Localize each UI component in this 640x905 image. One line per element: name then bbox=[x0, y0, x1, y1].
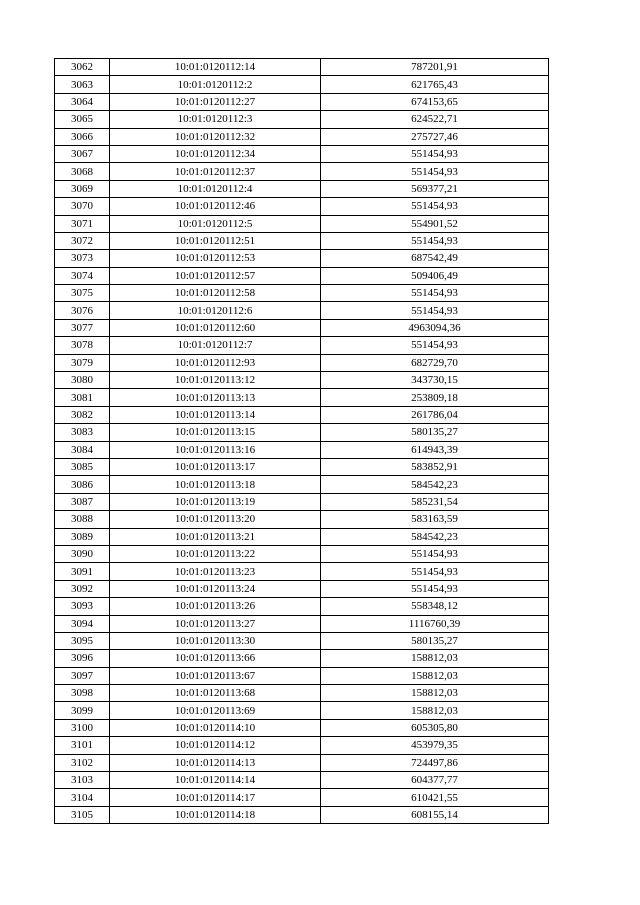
table-row bbox=[55, 250, 549, 267]
row-number-cell: 3086 bbox=[55, 476, 110, 493]
table-row bbox=[55, 389, 549, 406]
cadastral-number-cell: 10:01:0120113:19 bbox=[110, 493, 321, 510]
cadastral-number-cell: 10:01:0120113:13 bbox=[110, 389, 321, 406]
row-number-cell: 3063 bbox=[55, 76, 110, 93]
row-number-cell: 3075 bbox=[55, 285, 110, 302]
table-row bbox=[55, 545, 549, 562]
value-cell: 558348,12 bbox=[321, 598, 549, 615]
cadastral-number-cell: 10:01:0120113:12 bbox=[110, 372, 321, 389]
table-row bbox=[55, 598, 549, 615]
row-number-cell: 3068 bbox=[55, 163, 110, 180]
cadastral-number-cell: 10:01:0120112:60 bbox=[110, 319, 321, 336]
table-row bbox=[55, 215, 549, 232]
table-row bbox=[55, 528, 549, 545]
cadastral-number-cell: 10:01:0120112:58 bbox=[110, 285, 321, 302]
table-row bbox=[55, 632, 549, 649]
value-cell: 569377,21 bbox=[321, 180, 549, 197]
value-cell: 275727,46 bbox=[321, 128, 549, 145]
value-cell: 682729,70 bbox=[321, 354, 549, 371]
cadastral-number-cell: 10:01:0120113:20 bbox=[110, 511, 321, 528]
row-number-cell: 3091 bbox=[55, 563, 110, 580]
value-cell: 551454,93 bbox=[321, 285, 549, 302]
cadastral-number-cell: 10:01:0120113:18 bbox=[110, 476, 321, 493]
row-number-cell: 3072 bbox=[55, 232, 110, 249]
cadastral-number-cell: 10:01:0120113:14 bbox=[110, 406, 321, 423]
value-cell: 580135,27 bbox=[321, 424, 549, 441]
table-row bbox=[55, 59, 549, 76]
row-number-cell: 3105 bbox=[55, 806, 110, 823]
cadastral-number-cell: 10:01:0120112:53 bbox=[110, 250, 321, 267]
cadastral-number-cell: 10:01:0120112:37 bbox=[110, 163, 321, 180]
cadastral-number-cell: 10:01:0120114:10 bbox=[110, 719, 321, 736]
cadastral-number-cell: 10:01:0120114:18 bbox=[110, 806, 321, 823]
table-row bbox=[55, 458, 549, 475]
row-number-cell: 3062 bbox=[55, 59, 110, 76]
table-row bbox=[55, 285, 549, 302]
table-row bbox=[55, 93, 549, 110]
table-row bbox=[55, 319, 549, 336]
table-row bbox=[55, 180, 549, 197]
row-number-cell: 3077 bbox=[55, 319, 110, 336]
cadastral-number-cell: 10:01:0120113:23 bbox=[110, 563, 321, 580]
cadastral-number-cell: 10:01:0120113:24 bbox=[110, 580, 321, 597]
row-number-cell: 3089 bbox=[55, 528, 110, 545]
table-row bbox=[55, 685, 549, 702]
cadastral-number-cell: 10:01:0120113:68 bbox=[110, 685, 321, 702]
cadastral-number-cell: 10:01:0120113:17 bbox=[110, 458, 321, 475]
cadastral-number-cell: 10:01:0120113:16 bbox=[110, 441, 321, 458]
row-number-cell: 3071 bbox=[55, 215, 110, 232]
row-number-cell: 3069 bbox=[55, 180, 110, 197]
row-number-cell: 3099 bbox=[55, 702, 110, 719]
row-number-cell: 3094 bbox=[55, 615, 110, 632]
cadastral-number-cell: 10:01:0120114:14 bbox=[110, 772, 321, 789]
value-cell: 724497,86 bbox=[321, 754, 549, 771]
value-cell: 674153,65 bbox=[321, 93, 549, 110]
value-cell: 554901,52 bbox=[321, 215, 549, 232]
table-row bbox=[55, 232, 549, 249]
row-number-cell: 3088 bbox=[55, 511, 110, 528]
table-row bbox=[55, 424, 549, 441]
table-row bbox=[55, 702, 549, 719]
table-row bbox=[55, 754, 549, 771]
row-number-cell: 3090 bbox=[55, 545, 110, 562]
row-number-cell: 3081 bbox=[55, 389, 110, 406]
cadastral-number-cell: 10:01:0120113:15 bbox=[110, 424, 321, 441]
table-row bbox=[55, 580, 549, 597]
table-row bbox=[55, 650, 549, 667]
cadastral-number-cell: 10:01:0120113:21 bbox=[110, 528, 321, 545]
row-number-cell: 3104 bbox=[55, 789, 110, 806]
value-cell: 687542,49 bbox=[321, 250, 549, 267]
value-cell: 604377,77 bbox=[321, 772, 549, 789]
value-cell: 583852,91 bbox=[321, 458, 549, 475]
table-row bbox=[55, 441, 549, 458]
cadastral-number-cell: 10:01:0120114:12 bbox=[110, 737, 321, 754]
value-cell: 551454,93 bbox=[321, 145, 549, 162]
cadastral-number-cell: 10:01:0120112:93 bbox=[110, 354, 321, 371]
cadastral-number-cell: 10:01:0120112:6 bbox=[110, 302, 321, 319]
row-number-cell: 3070 bbox=[55, 198, 110, 215]
row-number-cell: 3067 bbox=[55, 145, 110, 162]
value-cell: 580135,27 bbox=[321, 632, 549, 649]
cadastral-number-cell: 10:01:0120112:2 bbox=[110, 76, 321, 93]
value-cell: 158812,03 bbox=[321, 650, 549, 667]
cadastral-number-cell: 10:01:0120113:30 bbox=[110, 632, 321, 649]
value-cell: 158812,03 bbox=[321, 702, 549, 719]
table-row bbox=[55, 76, 549, 93]
value-cell: 551454,93 bbox=[321, 563, 549, 580]
cadastral-number-cell: 10:01:0120112:32 bbox=[110, 128, 321, 145]
cadastral-number-cell: 10:01:0120112:51 bbox=[110, 232, 321, 249]
cadastral-number-cell: 10:01:0120113:69 bbox=[110, 702, 321, 719]
value-cell: 551454,93 bbox=[321, 302, 549, 319]
table-row bbox=[55, 302, 549, 319]
value-cell: 4963094,36 bbox=[321, 319, 549, 336]
row-number-cell: 3096 bbox=[55, 650, 110, 667]
table-row bbox=[55, 372, 549, 389]
table-body bbox=[55, 59, 549, 824]
cadastral-number-cell: 10:01:0120112:7 bbox=[110, 337, 321, 354]
data-table bbox=[54, 58, 549, 824]
table-row bbox=[55, 806, 549, 823]
value-cell: 453979,35 bbox=[321, 737, 549, 754]
row-number-cell: 3066 bbox=[55, 128, 110, 145]
cadastral-number-cell: 10:01:0120114:13 bbox=[110, 754, 321, 771]
row-number-cell: 3064 bbox=[55, 93, 110, 110]
row-number-cell: 3087 bbox=[55, 493, 110, 510]
table-row bbox=[55, 406, 549, 423]
value-cell: 584542,23 bbox=[321, 528, 549, 545]
cadastral-number-cell: 10:01:0120112:14 bbox=[110, 59, 321, 76]
cadastral-number-cell: 10:01:0120113:22 bbox=[110, 545, 321, 562]
cadastral-number-cell: 10:01:0120112:34 bbox=[110, 145, 321, 162]
value-cell: 614943,39 bbox=[321, 441, 549, 458]
value-cell: 621765,43 bbox=[321, 76, 549, 93]
table-row bbox=[55, 111, 549, 128]
value-cell: 608155,14 bbox=[321, 806, 549, 823]
table-row bbox=[55, 511, 549, 528]
cadastral-number-cell: 10:01:0120114:17 bbox=[110, 789, 321, 806]
value-cell: 158812,03 bbox=[321, 685, 549, 702]
value-cell: 509406,49 bbox=[321, 267, 549, 284]
table-row bbox=[55, 337, 549, 354]
cadastral-number-cell: 10:01:0120113:66 bbox=[110, 650, 321, 667]
value-cell: 343730,15 bbox=[321, 372, 549, 389]
table-row bbox=[55, 789, 549, 806]
table-row bbox=[55, 163, 549, 180]
cadastral-number-cell: 10:01:0120113:67 bbox=[110, 667, 321, 684]
table-row bbox=[55, 493, 549, 510]
row-number-cell: 3103 bbox=[55, 772, 110, 789]
row-number-cell: 3085 bbox=[55, 458, 110, 475]
row-number-cell: 3095 bbox=[55, 632, 110, 649]
table-row bbox=[55, 719, 549, 736]
row-number-cell: 3092 bbox=[55, 580, 110, 597]
value-cell: 624522,71 bbox=[321, 111, 549, 128]
row-number-cell: 3074 bbox=[55, 267, 110, 284]
table-row bbox=[55, 737, 549, 754]
row-number-cell: 3073 bbox=[55, 250, 110, 267]
row-number-cell: 3097 bbox=[55, 667, 110, 684]
row-number-cell: 3098 bbox=[55, 685, 110, 702]
cadastral-number-cell: 10:01:0120113:26 bbox=[110, 598, 321, 615]
cadastral-number-cell: 10:01:0120112:27 bbox=[110, 93, 321, 110]
table-row bbox=[55, 128, 549, 145]
value-cell: 253809,18 bbox=[321, 389, 549, 406]
value-cell: 584542,23 bbox=[321, 476, 549, 493]
row-number-cell: 3100 bbox=[55, 719, 110, 736]
value-cell: 261786,04 bbox=[321, 406, 549, 423]
value-cell: 551454,93 bbox=[321, 337, 549, 354]
row-number-cell: 3079 bbox=[55, 354, 110, 371]
value-cell: 1116760,39 bbox=[321, 615, 549, 632]
cadastral-number-cell: 10:01:0120112:4 bbox=[110, 180, 321, 197]
cadastral-number-cell: 10:01:0120112:46 bbox=[110, 198, 321, 215]
row-number-cell: 3101 bbox=[55, 737, 110, 754]
value-cell: 605305,80 bbox=[321, 719, 549, 736]
value-cell: 551454,93 bbox=[321, 545, 549, 562]
row-number-cell: 3084 bbox=[55, 441, 110, 458]
table-row bbox=[55, 667, 549, 684]
value-cell: 551454,93 bbox=[321, 580, 549, 597]
value-cell: 787201,91 bbox=[321, 59, 549, 76]
table-row bbox=[55, 267, 549, 284]
cadastral-number-cell: 10:01:0120112:3 bbox=[110, 111, 321, 128]
row-number-cell: 3065 bbox=[55, 111, 110, 128]
row-number-cell: 3078 bbox=[55, 337, 110, 354]
row-number-cell: 3083 bbox=[55, 424, 110, 441]
table-row bbox=[55, 354, 549, 371]
row-number-cell: 3082 bbox=[55, 406, 110, 423]
row-number-cell: 3093 bbox=[55, 598, 110, 615]
value-cell: 551454,93 bbox=[321, 163, 549, 180]
value-cell: 585231,54 bbox=[321, 493, 549, 510]
cadastral-number-cell: 10:01:0120112:57 bbox=[110, 267, 321, 284]
value-cell: 610421,55 bbox=[321, 789, 549, 806]
value-cell: 551454,93 bbox=[321, 198, 549, 215]
table-row bbox=[55, 145, 549, 162]
value-cell: 551454,93 bbox=[321, 232, 549, 249]
value-cell: 158812,03 bbox=[321, 667, 549, 684]
table-row bbox=[55, 563, 549, 580]
row-number-cell: 3102 bbox=[55, 754, 110, 771]
table-row bbox=[55, 772, 549, 789]
row-number-cell: 3080 bbox=[55, 372, 110, 389]
cadastral-number-cell: 10:01:0120113:27 bbox=[110, 615, 321, 632]
table-row bbox=[55, 476, 549, 493]
row-number-cell: 3076 bbox=[55, 302, 110, 319]
table-row bbox=[55, 615, 549, 632]
table-row bbox=[55, 198, 549, 215]
value-cell: 583163,59 bbox=[321, 511, 549, 528]
cadastral-number-cell: 10:01:0120112:5 bbox=[110, 215, 321, 232]
